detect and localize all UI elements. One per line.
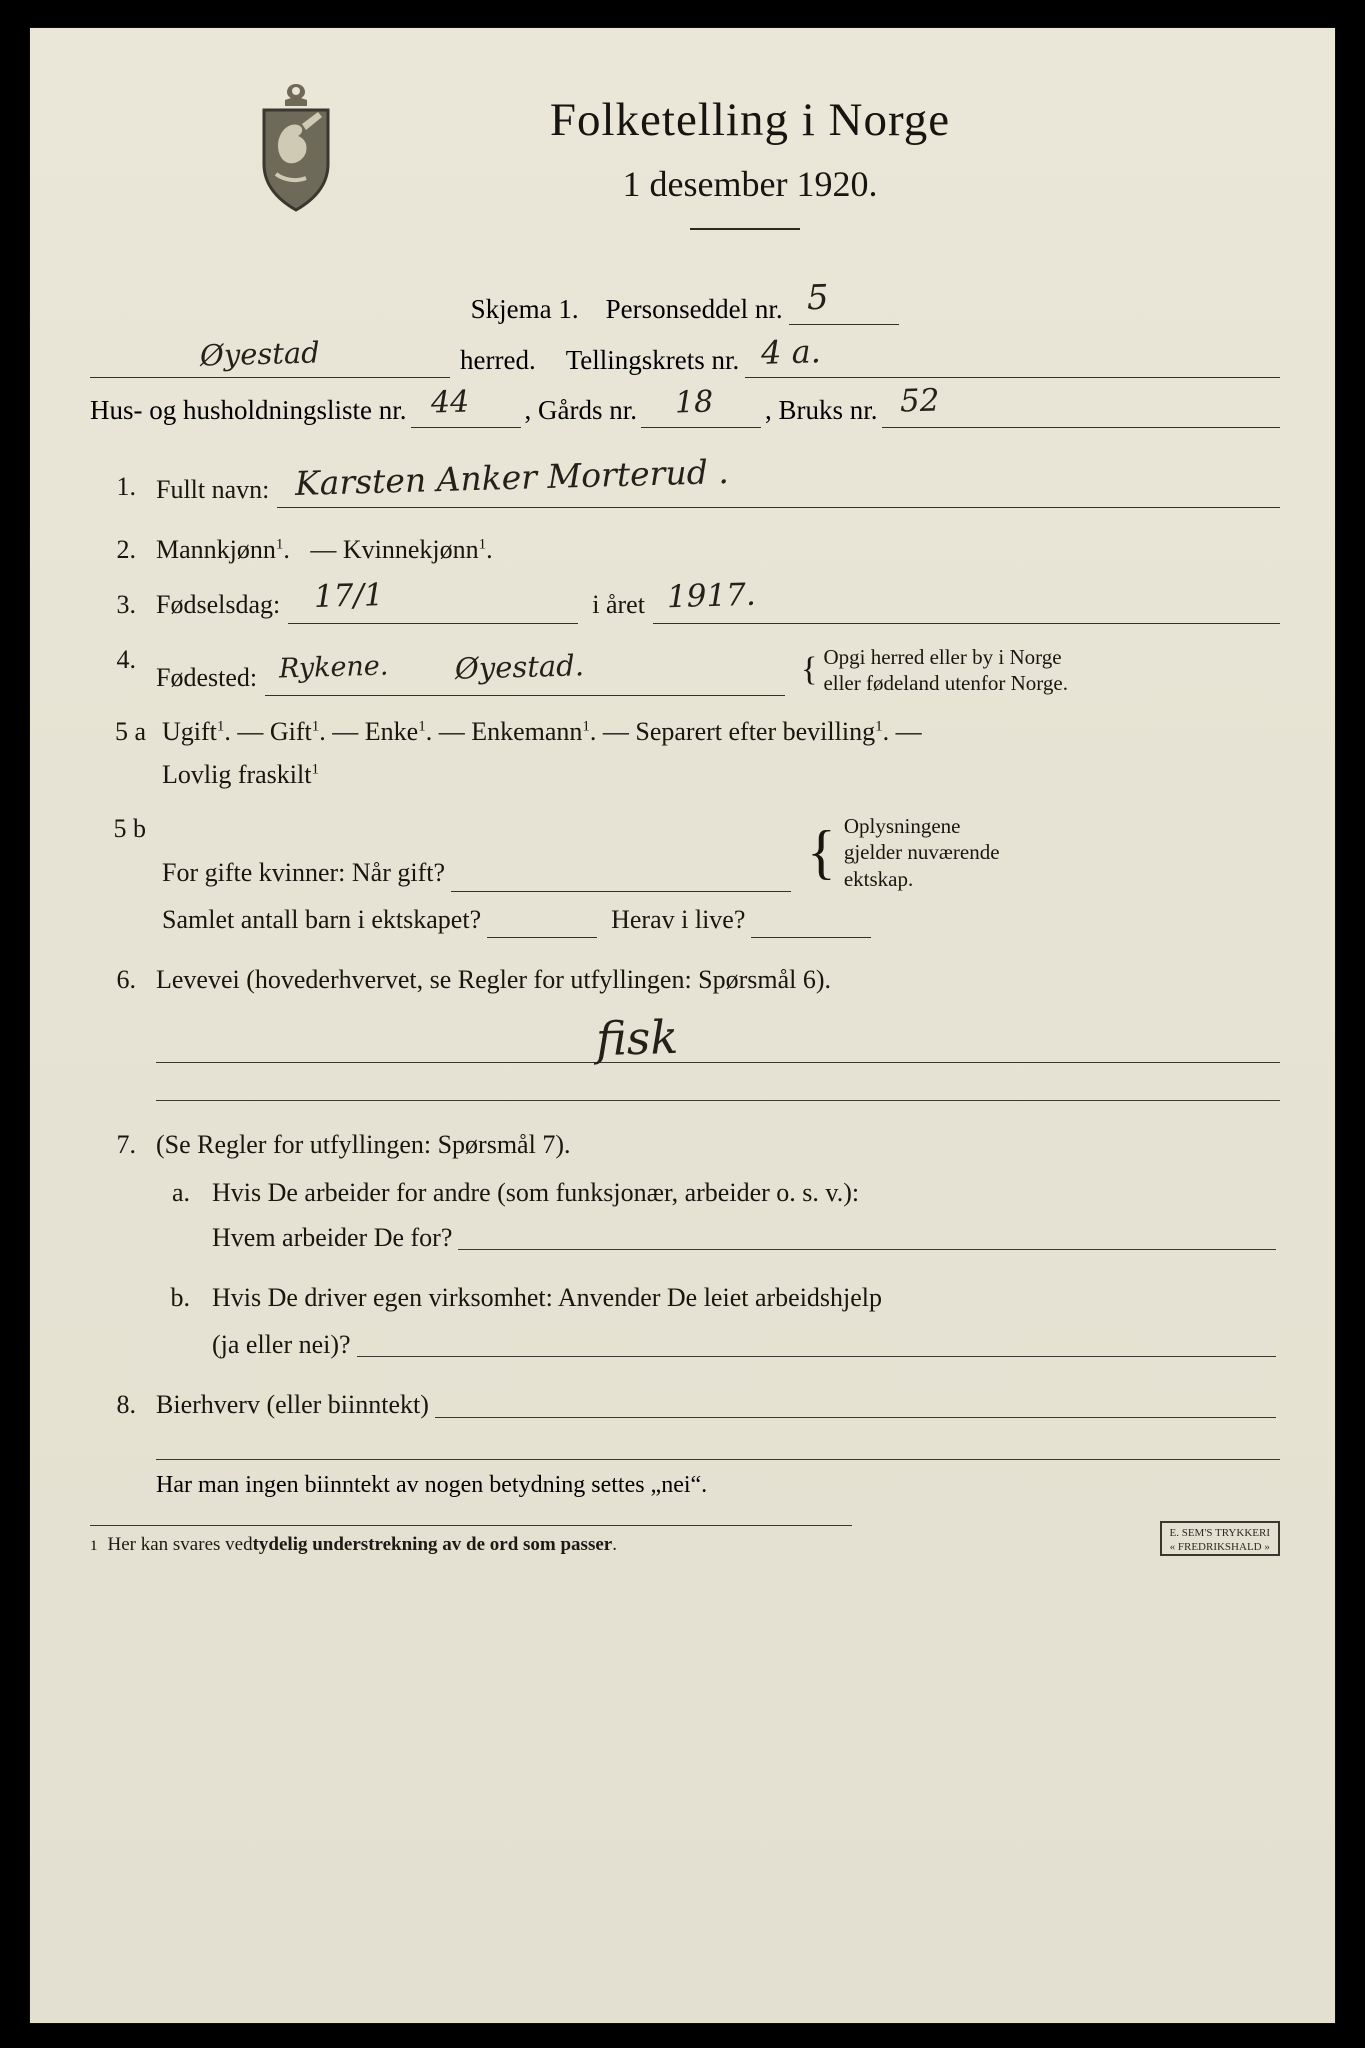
question-6-answer: fisk [595, 1009, 679, 1066]
question-7 [90, 1129, 1280, 1162]
question-5b-note-line2: gjelder nuværende [843, 840, 1000, 865]
question-1-label: Fullt navn: [156, 474, 270, 504]
question-7b-line1: Hvis De driver egen virksomhet: Anvender De leiet arbeidshjelp [212, 1283, 883, 1313]
question-8-label: Bierhverv (eller biinntekt) [156, 1390, 429, 1420]
question-7b [156, 1282, 1280, 1363]
question-5a-option-ugift: Ugift [162, 717, 217, 746]
tellingskrets-label: Tellingskrets nr. [565, 345, 740, 375]
question-1 [90, 451, 1280, 508]
bruks-label: , Bruks nr. [765, 395, 878, 425]
question-4-label: Fødested: [156, 662, 258, 692]
question-5b-brace: { [807, 819, 836, 886]
husliste-value: 44 [430, 384, 470, 421]
question-2 [90, 534, 1280, 567]
question-2-dot: . [283, 535, 290, 564]
question-8 [90, 1389, 1280, 1424]
question-8-number: 8. [116, 1390, 136, 1420]
footer-note: Har man ingen biinntekt av nogen betydning settes „nei“. [156, 1471, 708, 1498]
question-5a-option-enkemann: — Enkemann [438, 717, 583, 746]
question-2-number: 2. [116, 535, 136, 564]
question-4 [90, 644, 1280, 697]
husliste-label: Hus- og husholdningsliste nr. [90, 395, 407, 425]
page-title: Folketelling i Norge [549, 94, 951, 146]
herred-row [90, 332, 1280, 383]
tellingskrets-value: 4 a. [760, 332, 822, 372]
schema-prefix: Skjema 1. [470, 294, 579, 324]
question-5a-option-enke: — Enke [332, 717, 419, 746]
question-4-brace: { [801, 651, 818, 689]
question-7-number: 7. [116, 1129, 136, 1159]
question-5a-option-separert: — Separert efter bevilling [602, 717, 876, 746]
question-7a-blank[interactable] [458, 1249, 1276, 1250]
question-3-day-value: 17/1 [313, 576, 385, 615]
question-5b-label: For gifte kvinner: Når gift? [162, 858, 446, 888]
question-4-number: 4. [116, 644, 136, 674]
question-5b [90, 813, 1280, 938]
question-5b-blank[interactable] [451, 865, 791, 892]
footnote-text-bold: tydelig understrekning av de ord som passer [252, 1533, 613, 1555]
question-2-female-label: — Kvinnekjønn [310, 535, 479, 564]
question-5b-children-blank[interactable] [487, 911, 597, 938]
gards-value: 18 [674, 384, 714, 421]
schema-line [90, 277, 1280, 325]
question-5a-number: 5 a [114, 717, 146, 746]
question-4-answer: Rykene. [278, 650, 389, 685]
question-1-number: 1. [116, 472, 136, 501]
household-row [90, 382, 1280, 437]
question-5b-note-line1: Oplysningene [843, 814, 961, 838]
printer-stamp-line2: « FREDRIKSHALD » [1169, 1540, 1270, 1553]
title-divider [690, 228, 800, 230]
question-6-number: 6. [116, 965, 136, 995]
question-5a-option-fraskilt: Lovlig fraskilt [162, 759, 312, 789]
footnote-text-before: Her kan svares ved [107, 1533, 253, 1555]
question-8-blank[interactable] [435, 1417, 1276, 1418]
personseddel-value: 5 [806, 277, 830, 319]
question-7-label: (Se Regler for utfyllingen: Spørsmål 7). [156, 1129, 571, 1159]
question-4-answer-2: Øyestad. [454, 648, 585, 686]
question-2-male-label: Mannkjønn [156, 535, 276, 564]
question-3-label: Fødselsdag: [156, 590, 281, 619]
personseddel-label: Personseddel nr. [605, 294, 783, 324]
footnote-mark: 1 [90, 1537, 98, 1554]
bruks-value: 52 [899, 382, 940, 420]
question-3-year-value: 1917. [666, 576, 757, 615]
printer-stamp [1160, 1521, 1281, 1556]
footer-divider [156, 1458, 1280, 1460]
printer-stamp-line1: E. SEM'S TRYKKERI [1169, 1526, 1270, 1539]
question-5b-children-label: Samlet antall barn i ektskapet? [162, 904, 482, 934]
question-7a-line1: Hvis De arbeider for andre (som funksjonær, arbeider o. s. v.): [212, 1178, 860, 1208]
question-4-note-line2: eller fødeland utenfor Norge. [823, 670, 1068, 695]
question-6-answer-area[interactable] [156, 1009, 1280, 1099]
page-subtitle: 1 desember 1920. [622, 164, 878, 204]
herred-label: herred. [460, 345, 536, 375]
question-7b-line2: (ja eller nei)? [212, 1329, 351, 1359]
question-6 [90, 964, 1280, 997]
question-7a-line2: Hvem arbeider De for? [212, 1222, 453, 1252]
census-form-page [30, 28, 1335, 2023]
question-5a-option-gift: — Gift [237, 717, 312, 746]
herred-value: Øyestad [199, 335, 321, 373]
question-6-label: Levevei (hovederhvervet, se Regler for utfyllingen: Spørsmål 6). [156, 965, 832, 995]
gards-label: , Gårds nr. [524, 395, 637, 425]
question-7a [156, 1177, 1280, 1256]
question-7b-letter: b. [170, 1283, 190, 1313]
question-5a: 5 a Ugift$^1$. — Gift$^1$. — Enke$^1$. — Enkemann$^1$. — Separert efter bevilling$^1$. — Lovlig fraskilt$^1$ [90, 716, 1280, 791]
question-5b-alive-blank[interactable] [751, 911, 871, 938]
question-5b-number: 5 b [113, 814, 146, 843]
question-3 [90, 576, 1280, 624]
question-7b-blank[interactable] [357, 1356, 1276, 1357]
question-5b-note-line3: ektskap. [843, 866, 914, 891]
question-3-number: 3. [116, 589, 136, 619]
question-2-male-mark: 1 [275, 536, 284, 553]
footnote-text-after: . [612, 1533, 617, 1555]
question-5a-trailing: — [895, 717, 922, 746]
form-header [90, 58, 1280, 288]
form-content [90, 58, 1280, 2013]
norway-coat-of-arms-icon [250, 78, 342, 218]
question-2-female-mark: 1 [478, 536, 487, 553]
question-4-note-line1: Opgi herred eller by i Norge [823, 644, 1062, 669]
question-3-year-label: i året [592, 590, 645, 619]
question-2-dot2: . [486, 535, 493, 564]
question-5b-alive-label: Herav i live? [611, 904, 746, 934]
question-7a-letter: a. [171, 1178, 190, 1208]
question-1-answer: Karsten Anker Morterud . [294, 451, 730, 504]
